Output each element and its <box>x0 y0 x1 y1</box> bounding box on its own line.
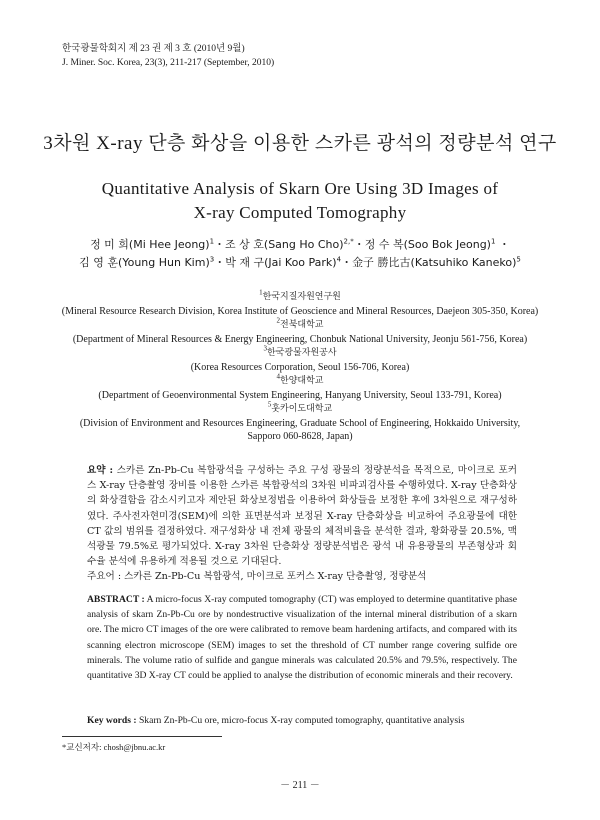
author-name: 김 영 훈(Young Hun Kim) <box>79 256 210 269</box>
affiliation-korean: 한국지질자원연구원 <box>262 292 341 302</box>
title-english-line-2: X-ray Computed Tomography <box>193 203 407 222</box>
keywords-korean-text: 스카른 Zn-Pb-Cu 복합광석, 마이크로 포커스 X-ray 단층촬영, 정량분석 <box>121 571 427 582</box>
title-english <box>90 177 510 225</box>
author-affil-mark: 4 <box>336 255 342 264</box>
keywords-english-label: Key words : <box>87 715 137 726</box>
author-name: 정 수 복(Soo Bok Jeong) <box>364 238 491 251</box>
author-affil-mark: 1 <box>209 237 215 246</box>
journal-header <box>62 42 274 70</box>
author-affil-mark: 3 <box>209 255 215 264</box>
affiliation-name <box>30 346 570 361</box>
author-name: 조 상 호(Sang Ho Cho) <box>225 238 344 251</box>
keywords-english <box>87 715 517 726</box>
author-affil-mark: 5 <box>516 255 521 264</box>
author-line-2 <box>30 254 570 272</box>
abstract-english-text: A micro-focus X-ray computed tomography (CT) was employed to determine quantitative phase analysis of skarn Zn-Pb-Cu ore by nondestructive visualization of the internal mineral distribution of a skarn ore. The micro CT images of the ore were calibrated to remove beam hardening artifacts, and compared with its scanning electron microscope (SEM) images to set the threshold of CT number range covering sulfide ore minerals. The volume ratio of sulfide and gangue minerals was calculated 20.5% and 79.5%, respectively. The quantitative 3D X-ray CT could be applied to analyse the distribution of economic minerals and their recovery. <box>87 594 517 682</box>
abstract-korean-text: 스카른 Zn-Pb-Cu 복합광석을 구성하는 주요 구성 광물의 정량분석을 목적으로, 마이크로 포커스 X-ray 단층촬영 장비를 이용한 스카른 복합광석의 3차원 비파괴검사를 수행하였다. X-ray 단층화상의 화상결함을 감소시키고자 제안된 화상보정법을 이용하여 화상들을 보정한 후에 3차원으로 재구성하였다. 주사전자현미경(SEM)에 의한 표면분석과 보정된 X-ray 단층화상을 비교하여 주요광물에 대한 CT 값의 범위를 결정하였다. 재구성화상 내 전체 광물의 체적비율을 분석한 결과, 황화광물 20.5%, 맥석광물 79.5%로 평가되었다. X-ray 3차원 단층화상 정량분석법은 광석 내 유용광물의 부존형상과 회수율 분석에 유용하게 적용될 것으로 기대된다. <box>87 465 517 568</box>
keywords-korean-label: 주요어 : <box>87 571 122 582</box>
affiliation-mark: 5 <box>267 400 272 409</box>
affiliation-english: (Department of Mineral Resources & Energy Engineering, Chonbuk National University, Jeonju 561-756, Korea) <box>72 333 528 345</box>
author-name: 정 미 희(Mi Hee Jeong) <box>90 238 210 251</box>
author-affil-mark: 1 <box>490 237 496 246</box>
affiliation-name <box>30 318 570 333</box>
author-separator: ・ <box>214 256 226 269</box>
journal-header-english: J. Miner. Soc. Korea, 23(3), 211-217 (September, 2010) <box>62 58 275 68</box>
affiliation-english: (Division of Environment and Resources Engineering, Graduate School of Engineering, Hokkaido University, <box>79 417 521 429</box>
author-line-1 <box>30 236 570 254</box>
affiliation-korean: 전북대학교 <box>280 320 324 330</box>
abstract-korean <box>87 463 517 569</box>
abstract-english-label: ABSTRACT : <box>87 594 145 605</box>
affiliation-english: (Department of Geoenvironmental System Engineering, Hanyang University, Seoul 133-791, Korea) <box>98 389 502 401</box>
journal-header-korean: 한국광물학회지 제 23 권 제 3 호 (2010년 9월) <box>62 44 245 54</box>
author-list <box>30 236 570 272</box>
affiliation-korean: 훗카이도대학교 <box>271 404 333 414</box>
title-korean: 3차원 X-ray 단층 화상을 이용한 스카른 광석의 정량분석 연구 <box>43 133 557 154</box>
affiliation-english: (Korea Resources Corporation, Seoul 156-706, Korea) <box>190 361 410 373</box>
affiliation-mark: 4 <box>276 372 280 381</box>
affiliation-name <box>30 290 570 305</box>
author-separator: ・ <box>341 256 353 269</box>
author-affil-mark: 2,* <box>343 237 354 246</box>
title-english-line-1: Quantitative Analysis of Skarn Ore Using 3D Images of <box>101 179 499 198</box>
author-separator: ・ <box>495 238 510 251</box>
abstract-english <box>87 592 517 683</box>
author-name: 金子 勝比古(Katsuhiko Kaneko) <box>352 256 517 269</box>
keywords-korean <box>87 568 517 582</box>
author-name: 박 재 구(Jai Koo Park) <box>225 256 337 269</box>
corresponding-author-footnote: *교신저자: chosh@jbnu.ac.kr <box>62 742 166 752</box>
page-number: － 211 － <box>280 780 320 791</box>
affiliation-name <box>30 374 570 389</box>
affiliation-name <box>30 402 570 417</box>
affiliation-korean: 한양대학교 <box>280 376 324 386</box>
affiliation-mark: 1 <box>259 288 263 297</box>
affiliation-mark: 3 <box>263 344 267 353</box>
author-separator: ・ <box>214 238 226 251</box>
abstract-korean-label: 요약 : <box>87 465 114 476</box>
author-separator: ・ <box>353 238 365 251</box>
affiliations <box>30 290 570 444</box>
affiliation-mark: 2 <box>276 316 280 325</box>
affiliation-korean: 한국광물자원공사 <box>266 348 337 358</box>
affiliation-english: (Mineral Resource Research Division, Korea Institute of Geoscience and Mineral Resources, Daejeon 305-350, Korea) <box>61 305 539 317</box>
keywords-english-text: Skarn Zn-Pb-Cu ore, micro-focus X-ray computed tomography, quantitative analysis <box>136 715 465 726</box>
footnote-divider <box>62 736 222 737</box>
affiliation-english-cont: Sapporo 060-8628, Japan) <box>247 431 353 442</box>
